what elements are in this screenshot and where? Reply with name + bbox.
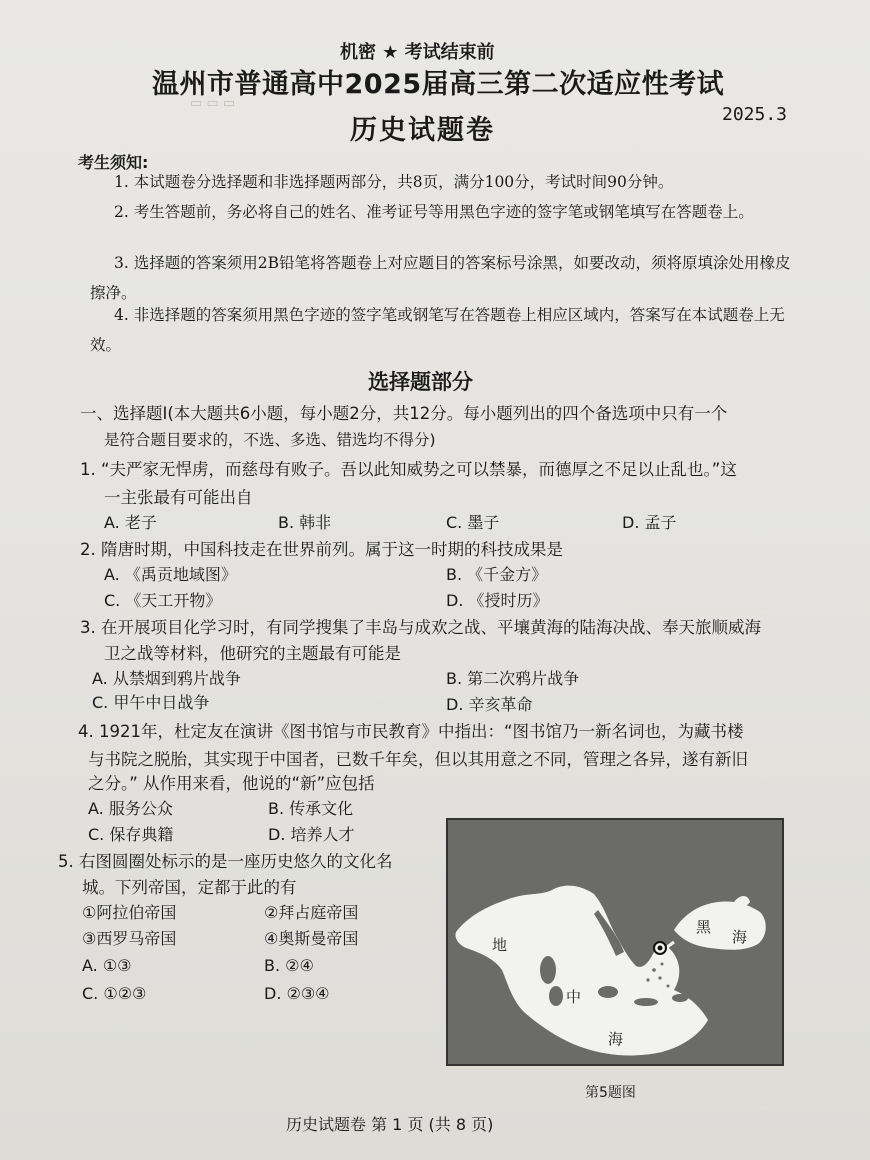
q2-line1: 2. 隋唐时期，中国科技走在世界前列。属于这一时期的科技成果是 [80, 540, 563, 559]
exam-title: 温州市普通高中2025届高三第二次适应性考试 [152, 69, 725, 100]
q3-line2: 卫之战等材料，他研究的主题最有可能是 [104, 644, 401, 663]
q5-choice-2: ②拜占庭帝国 [264, 903, 359, 922]
q3-option-d: D. 辛亥革命 [446, 695, 533, 714]
q5-line2: 城。下列帝国，定都于此的有 [82, 878, 297, 897]
notice-heading: 考生须知: [78, 153, 149, 172]
q1-option-b: B. 韩非 [278, 513, 332, 532]
notice-item-4: 4. 非选择题的答案须用黑色字迹的签字笔或钢笔写在答题卷上相应区域内，答案写在本试题卷上无效。 [90, 306, 785, 354]
q5-option-d: D. ②③④ [264, 984, 330, 1003]
q4-option-b: B. 传承文化 [268, 799, 354, 818]
page-footer: 历史试题卷 第 1 页 (共 8 页) [286, 1115, 494, 1134]
notice-item-1: 1. 本试题卷分选择题和非选择题两部分，共8页，满分100分，考试时间90分钟。 [114, 173, 674, 191]
q5-option-a: A. ①③ [82, 956, 132, 975]
map-label-di: 地 [492, 936, 508, 954]
map-label-hai-2: 海 [732, 928, 748, 946]
exam-date: 2025.3 [722, 104, 788, 125]
q3-line1: 3. 在开展项目化学习时，有同学搜集了丰岛与成欢之战、平壤黄海的陆海决战、奉天旅顺威海 [80, 618, 761, 637]
q4-line1: 4. 1921年，杜定友在演讲《图书馆与市民教育》中指出：“图书馆乃一新名词也，为藏书楼 [78, 722, 744, 741]
q2-option-a: A. 《禹贡地域图》 [104, 565, 237, 584]
q4-line3: 之分。” 从作用来看，他说的“新”应包括 [88, 774, 375, 793]
q4-line2: 与书院之脱胎，其实现于中国者，已数千年矣，但以其用意之不同，管理之各异，遂有新旧 [88, 750, 748, 769]
q1-option-c: C. 墨子 [446, 513, 500, 532]
q1-option-a: A. 老子 [104, 513, 157, 532]
q4-option-d: D. 培养人才 [268, 825, 355, 844]
q5-line1: 5. 右图圆圈处标示的是一座历史悠久的文化名 [58, 852, 393, 871]
q1-line1: 1. “夫严家无悍虏，而慈母有败子。吾以此知威势之可以禁暴，而德厚之不足以止乱也。”这 [80, 460, 737, 479]
q5-choice-4: ④奥斯曼帝国 [264, 929, 359, 948]
mediterranean-sea [455, 886, 708, 1056]
q3-option-a: A. 从禁烟到鸦片战争 [92, 669, 241, 688]
map-label-hei: 黑 [696, 918, 712, 936]
mediterranean-map [446, 818, 784, 1066]
map-graphic [448, 820, 782, 1064]
notice-item-2: 2. 考生答题前，务必将自己的姓名、准考证号等用黑色字迹的签字笔或钢笔填写在答题卷上。 [114, 203, 754, 221]
paper-subtitle: 历史试题卷 [350, 115, 495, 146]
q2-option-c: C. 《天工开物》 [104, 591, 222, 610]
q4-option-c: C. 保存典籍 [88, 825, 174, 844]
q3-option-c: C. 甲午中日战争 [92, 693, 210, 712]
q3-option-b: B. 第二次鸦片战争 [446, 669, 580, 688]
q2-option-d: D. 《授时历》 [446, 591, 549, 610]
q5-choice-1: ①阿拉伯帝国 [82, 903, 177, 922]
map-label-hai-1: 海 [608, 1030, 624, 1048]
q5-option-b: B. ②④ [264, 956, 314, 975]
bleed-through: ▭ ▭ ▭ [190, 96, 236, 111]
q5-option-c: C. ①②③ [82, 984, 147, 1003]
q2-option-b: B. 《千金方》 [446, 565, 548, 584]
q5-choice-3: ③西罗马帝国 [82, 929, 177, 948]
section-intro-line2: 是符合题目要求的，不选、多选、错选均不得分) [104, 431, 436, 449]
figure-caption: 第5题图 [585, 1085, 636, 1101]
map-label-zhong: 中 [566, 988, 582, 1006]
confidential-mark: 机密 ★ 考试结束前 [340, 42, 495, 63]
q1-option-d: D. 孟子 [622, 513, 677, 532]
section-title: 选择题部分 [368, 370, 473, 394]
notice-item-3: 3. 选择题的答案须用2B铅笔将答题卷上对应题目的答案标号涂黑，如要改动，须将原填涂处用橡皮擦净。 [90, 254, 791, 302]
q4-option-a: A. 服务公众 [88, 799, 173, 818]
black-sea [674, 901, 766, 949]
q1-line2: 一主张最有可能出自 [104, 488, 253, 507]
section-intro-line1: 一、选择题Ⅰ(本大题共6小题，每小题2分，共12分。每小题列出的四个备选项中只有一个 [80, 404, 728, 423]
